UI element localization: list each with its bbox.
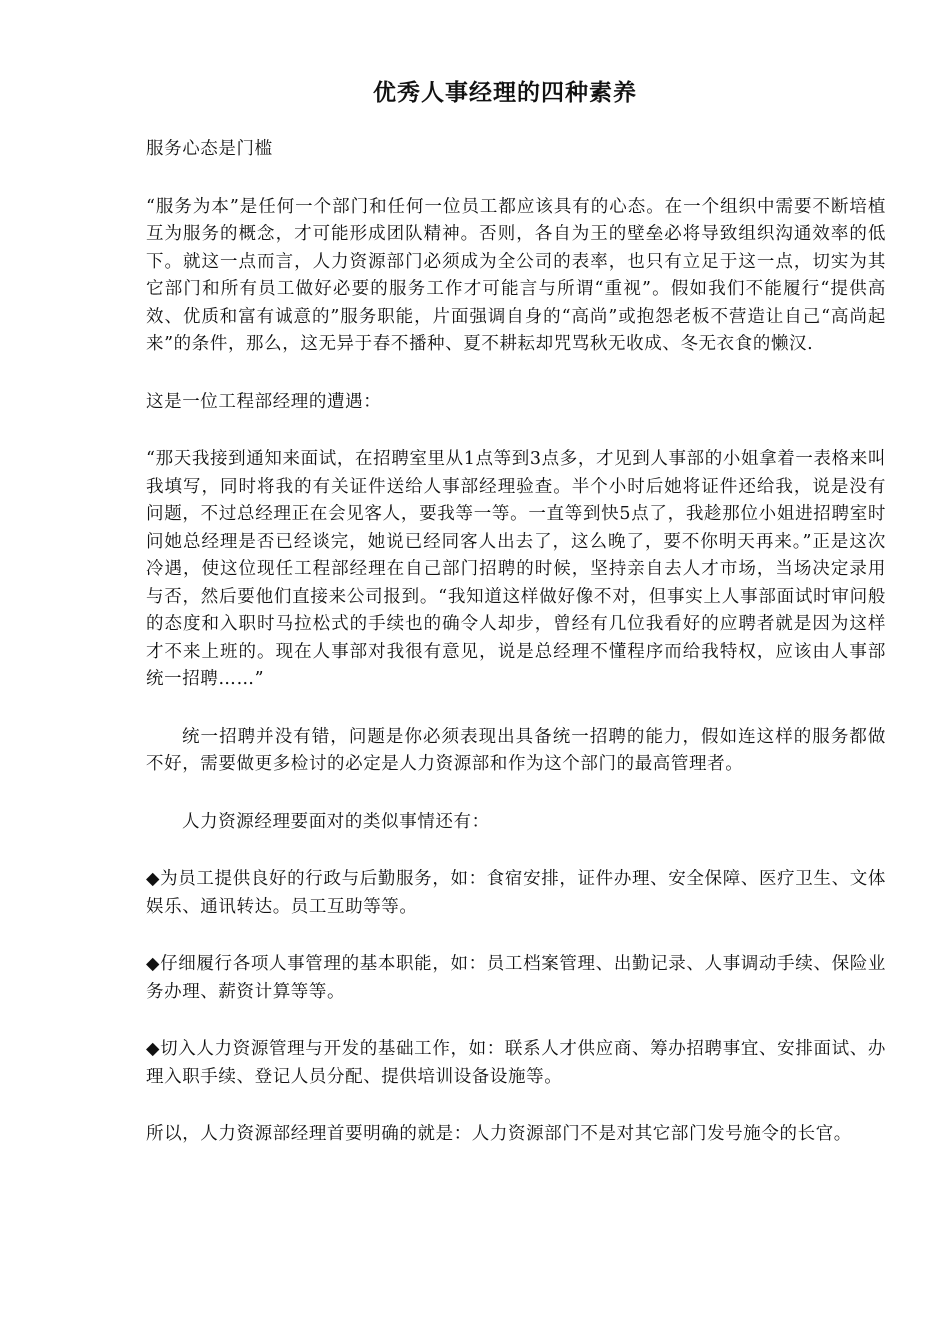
bullet-item-hr-foundation: ◆切入人力资源管理与开发的基础工作，如：联系人才供应商、筹办招聘事宜、安排面试、办理入职手续、登记人员分配、提供培训设备设施等。 [146,1039,886,1087]
bullet-item-admin-services: ◆为员工提供良好的行政与后勤服务，如：食宿安排，证件办理、安全保障、医疗卫生、文体娱乐、通讯转达。员工互助等等。 [146,869,886,917]
paragraph-conclusion: 所以，人力资源部经理首要明确的就是：人力资源部门不是对其它部门发号施令的长官。 [146,1124,852,1144]
section-heading: 服务心态是门槛 [146,139,273,159]
document-body [146,136,886,1149]
document-title: 优秀人事经理的四种素养 [373,80,637,106]
paragraph-service-mindset: “服务为本”是任何一个部门和任何一位员工都应该具有的心态。在一个组织中需要不断培植互为服务的概念，才可能形成团队精神。否则，各自为王的壁垒必将导致组织沟通效率的低下。就这一点而言，人力资源部门必须成为全公司的表率，也只有立足于这一点，切实为其它部门和所有员工做好必要的服务工作才可能言与所谓“重视”。假如我们不能履行“提供高效、优质和富有诚意的”服务职能，片面强调自身的“高尚”或抱怨老板不营造让自己“高尚起来”的条件，那么，这无异于春不播种、夏不耕耘却咒骂秋无收成、冬无衣食的懒汉. [146,196,886,354]
paragraph-case-intro: 这是一位工程部经理的遭遇： [146,391,382,412]
bullet-item-personnel-functions: ◆仔细履行各项人事管理的基本职能，如：员工档案管理、出勤记录、人事调动手续、保险业务办理、薪资计算等等。 [146,954,886,1002]
paragraph-similar-matters: 人力资源经理要面对的类似事情还有： [182,811,490,832]
paragraph-unified-recruitment: 统一招聘并没有错，问题是你必须表现出具备统一招聘的能力，假如连这样的服务都做不好，需要做更多检讨的必定是人力资源部和作为这个部门的最高管理者。 [146,726,886,774]
paragraph-case-quote: “那天我接到通知来面试，在招聘室里从1点等到3点多，才见到人事部的小姐拿着一表格来叫我填写，同时将我的有关证件送给人事部经理验查。半个小时后她将证件还给我，说是没有问题，不过总经理正在会见客人，要我等一等。一直等到快5点了，我趁那位小姐进招聘室时问她总经理是否已经谈完，她说已经同客人出去了，这么晚了，要不你明天再来。”正是这次冷遇，使这位现任工程部经理在自己部门招聘的时候，坚持亲自去人才市场，当场决定录用与否，然后要他们直接来公司报到。“我知道这样做好像不对，但事实上人事部面试时审问般的态度和入职时马拉松式的手续也的确令人却步，曾经有几位我看好的应聘者就是因为这样才不来上班的。现在人事部对我很有意见，说是总经理不懂程序而给我特权，应该由人事部统一招聘……” [146,449,886,689]
